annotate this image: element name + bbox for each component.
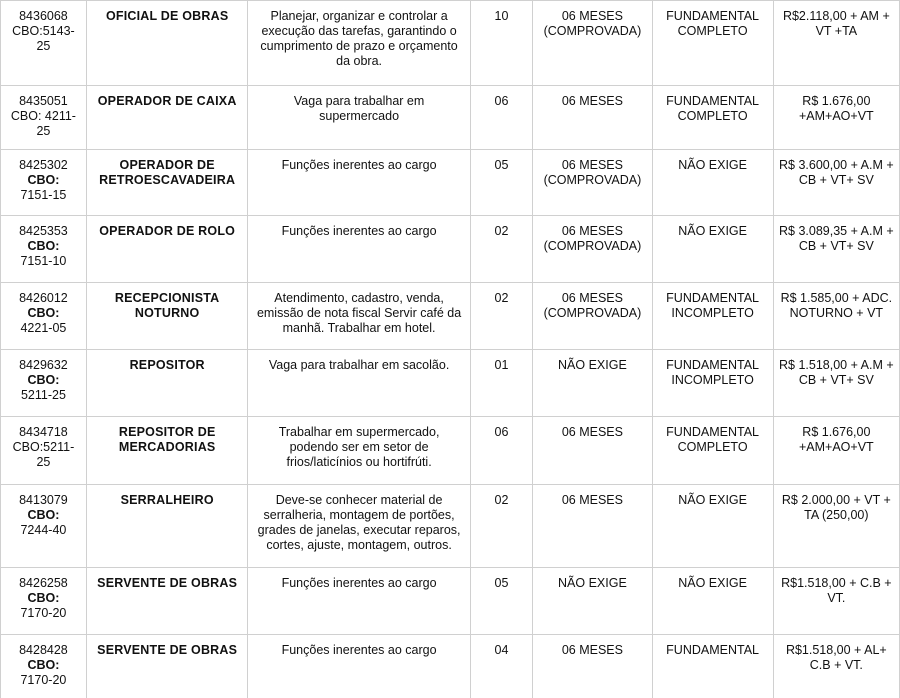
salary-benefits: R$ 1.518,00 + A.M + CB + VT+ SV xyxy=(773,350,899,417)
job-title: SERVENTE DE OBRAS xyxy=(86,635,248,698)
vacancy-count: 02 xyxy=(470,485,533,568)
vacancy-count: 05 xyxy=(470,568,533,635)
vacancy-code-line: 5211-25 xyxy=(20,388,66,402)
vacancy-code-line: 8428428 xyxy=(19,643,68,657)
job-title: OFICIAL DE OBRAS xyxy=(86,1,248,86)
vacancy-code-cell xyxy=(1,568,87,635)
job-description: Vaga para trabalhar em sacolão. xyxy=(248,350,470,417)
vacancy-code-line: CBO: 4211- xyxy=(10,109,76,123)
experience-requirement: 06 MESES (COMPROVADA) xyxy=(533,150,652,216)
job-description: Vaga para trabalhar em supermercado xyxy=(248,86,470,150)
education-requirement: NÃO EXIGE xyxy=(652,485,773,568)
salary-benefits: R$ 1.585,00 + ADC. NOTURNO + VT xyxy=(773,283,899,350)
salary-benefits: R$1.518,00 + AL+ C.B + VT. xyxy=(773,635,899,698)
vacancy-code-cell xyxy=(1,417,87,485)
table-body xyxy=(1,1,900,698)
vacancy-code-line: 25 xyxy=(36,39,51,53)
vacancy-code-cell xyxy=(1,216,87,283)
salary-benefits: R$ 3.089,35 + A.M + CB + VT+ SV xyxy=(773,216,899,283)
table-row xyxy=(1,350,900,417)
vacancy-code-cell xyxy=(1,86,87,150)
experience-requirement: NÃO EXIGE xyxy=(533,568,652,635)
education-requirement: FUNDAMENTAL COMPLETO xyxy=(652,86,773,150)
job-title: RECEPCIONISTA NOTURNO xyxy=(86,283,248,350)
table-row xyxy=(1,86,900,150)
vacancy-code-cell xyxy=(1,485,87,568)
experience-requirement: NÃO EXIGE xyxy=(533,350,652,417)
vacancy-code-line: 8435051 xyxy=(19,94,68,108)
vacancy-code-line: 7170-20 xyxy=(20,673,67,687)
experience-requirement: 06 MESES (COMPROVADA) xyxy=(533,283,652,350)
job-description: Funções inerentes ao cargo xyxy=(248,216,470,283)
vacancy-count: 01 xyxy=(470,350,533,417)
vacancy-code-line: CBO:5211- xyxy=(12,440,75,454)
vacancy-code-line: 7151-15 xyxy=(20,188,67,202)
education-requirement: FUNDAMENTAL INCOMPLETO xyxy=(652,350,773,417)
vacancy-code-line: 8434718 xyxy=(19,425,68,439)
vacancy-code-cell xyxy=(1,635,87,698)
education-requirement: NÃO EXIGE xyxy=(652,216,773,283)
job-description: Funções inerentes ao cargo xyxy=(248,150,470,216)
experience-requirement: 06 MESES (COMPROVADA) xyxy=(533,1,652,86)
vacancy-code-line: 7151-10 xyxy=(20,254,67,268)
salary-benefits: R$ 3.600,00 + A.M + CB + VT+ SV xyxy=(773,150,899,216)
vacancy-code-line: 25 xyxy=(36,455,51,469)
vacancy-code-line: CBO: xyxy=(27,173,60,187)
education-requirement: FUNDAMENTAL INCOMPLETO xyxy=(652,283,773,350)
vacancy-code-line: 8425353 xyxy=(19,224,68,238)
vacancy-code-line: 7170-20 xyxy=(20,606,67,620)
vacancy-code-line: 4221-05 xyxy=(20,321,67,335)
job-description: Planejar, organizar e controlar a execução das tarefas, garantindo o cumprimento de prazo e orçamento da obra. xyxy=(248,1,470,86)
salary-benefits: R$ 1.676,00 +AM+AO+VT xyxy=(773,417,899,485)
vacancy-code-line: CBO: xyxy=(27,239,60,253)
education-requirement: FUNDAMENTAL COMPLETO xyxy=(652,417,773,485)
experience-requirement: 06 MESES xyxy=(533,417,652,485)
vacancy-code-cell xyxy=(1,283,87,350)
table-row xyxy=(1,216,900,283)
vacancy-code-line: 8426012 xyxy=(19,291,68,305)
table-row xyxy=(1,485,900,568)
job-title: OPERADOR DE ROLO xyxy=(86,216,248,283)
experience-requirement: 06 MESES xyxy=(533,635,652,698)
experience-requirement: 06 MESES xyxy=(533,86,652,150)
education-requirement: FUNDAMENTAL xyxy=(652,635,773,698)
salary-benefits: R$ 1.676,00 +AM+AO+VT xyxy=(773,86,899,150)
experience-requirement: 06 MESES (COMPROVADA) xyxy=(533,216,652,283)
education-requirement: NÃO EXIGE xyxy=(652,150,773,216)
vacancy-count: 02 xyxy=(470,283,533,350)
vacancy-code-cell xyxy=(1,1,87,86)
table-row xyxy=(1,150,900,216)
experience-requirement: 06 MESES xyxy=(533,485,652,568)
job-description: Atendimento, cadastro, venda, emissão de nota fiscal Servir café da manhã. Trabalhar em hotel. xyxy=(248,283,470,350)
table-row xyxy=(1,417,900,485)
vacancy-count: 10 xyxy=(470,1,533,86)
job-title: OPERADOR DE RETROESCAVADEIRA xyxy=(86,150,248,216)
vacancy-count: 04 xyxy=(470,635,533,698)
education-requirement: FUNDAMENTAL COMPLETO xyxy=(652,1,773,86)
vacancy-count: 02 xyxy=(470,216,533,283)
salary-benefits: R$2.118,00 + AM + VT +TA xyxy=(773,1,899,86)
vacancy-code-line: CBO: xyxy=(27,658,60,672)
vacancy-code-line: 8429632 xyxy=(19,358,68,372)
vacancy-code-line: CBO: xyxy=(27,373,60,387)
job-title: REPOSITOR xyxy=(86,350,248,417)
vacancy-code-line: 8425302 xyxy=(19,158,68,172)
vacancy-code-line: 8413079 xyxy=(19,493,68,507)
job-title: SERRALHEIRO xyxy=(86,485,248,568)
table-row xyxy=(1,283,900,350)
vacancy-code-line: CBO: xyxy=(27,508,60,522)
job-description: Trabalhar em supermercado, podendo ser em setor de frios/laticínios ou hortifrúti. xyxy=(248,417,470,485)
vacancy-code-line: 8426258 xyxy=(19,576,68,590)
salary-benefits: R$1.518,00 + C.B + VT. xyxy=(773,568,899,635)
job-description: Deve-se conhecer material de serralheria, montagem de portões, grades de janelas, executar reparos, cortes, ajuste, montagem, outros. xyxy=(248,485,470,568)
table-row xyxy=(1,1,900,86)
table-row xyxy=(1,568,900,635)
vacancy-code-line: CBO: xyxy=(27,306,60,320)
vacancy-code-cell xyxy=(1,150,87,216)
vacancy-code-line: 7244-40 xyxy=(20,523,67,537)
job-description: Funções inerentes ao cargo xyxy=(248,568,470,635)
job-title: SERVENTE DE OBRAS xyxy=(86,568,248,635)
vacancy-code-cell xyxy=(1,350,87,417)
vacancy-code-line: 25 xyxy=(36,124,51,138)
vacancy-code-line: 8436068 xyxy=(19,9,68,23)
vacancy-code-line: CBO:5143- xyxy=(12,24,75,38)
education-requirement: NÃO EXIGE xyxy=(652,568,773,635)
job-title: REPOSITOR DE MERCADORIAS xyxy=(86,417,248,485)
vacancy-count: 06 xyxy=(470,86,533,150)
salary-benefits: R$ 2.000,00 + VT + TA (250,00) xyxy=(773,485,899,568)
vacancy-code-line: CBO: xyxy=(27,591,60,605)
vacancy-count: 06 xyxy=(470,417,533,485)
vacancy-count: 05 xyxy=(470,150,533,216)
job-title: OPERADOR DE CAIXA xyxy=(86,86,248,150)
table-row xyxy=(1,635,900,698)
job-description: Funções inerentes ao cargo xyxy=(248,635,470,698)
